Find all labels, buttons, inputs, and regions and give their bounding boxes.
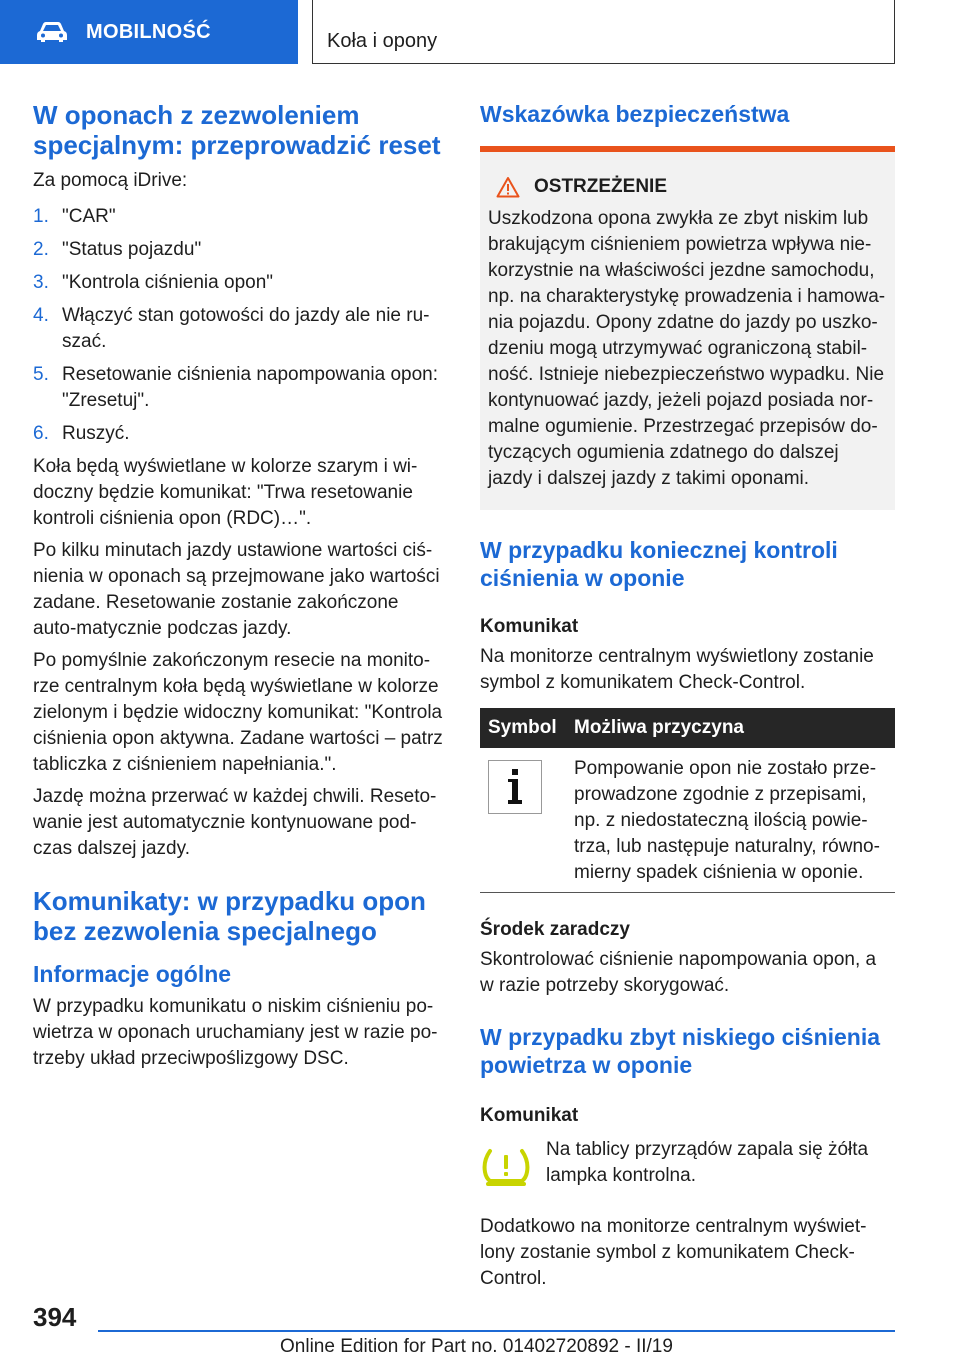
- heading-low-pressure: W przypadku zbyt niskiego ciśnienia powietrza w oponie: [480, 1024, 881, 1078]
- remedy-text: Skontrolować ciśnienie napompowania opon, a w razie potrzeby skorygować.: [480, 949, 877, 996]
- table-cell-cause: Pompowanie opon nie zostało prze-prowadzone zgodnie z przepisami, np. z niedostateczną ilością powie-trza, lub następuje naturalny, równo-mierny spadek ciśnienia w oponie.: [574, 758, 880, 883]
- table-header: [480, 708, 895, 748]
- page-number: 394: [33, 1302, 77, 1332]
- column-header-symbol: Symbol: [488, 717, 557, 738]
- list-item: 3. "Kontrola ciśnienia opon": [33, 272, 274, 293]
- right-column: [480, 100, 895, 1292]
- message-text: Na monitorze centralnym wyświetlony zostanie symbol z komunikatem Check-Control.: [480, 646, 874, 693]
- list-item: 1. "CAR": [33, 206, 116, 227]
- warning-box: [480, 146, 895, 510]
- paragraph: Po pomyślnie zakończonym resecie na monito-rze centralnym koła będą wyświetlane w kolorze zielonym i będzie widoczny komunikat: "Kontrola ciśnienia opon aktywna. Zadane wartości – patrz tabliczka z ciśnieniem napełniania.".: [33, 650, 443, 775]
- left-column: [33, 100, 443, 1072]
- heading-messages: Komunikaty: w przypadku opon bez zezwolenia specjalnego: [33, 886, 426, 946]
- remedy-label: Środek zaradczy: [480, 919, 630, 940]
- heading-safety: Wskazówka bezpieczeństwa: [480, 101, 790, 127]
- lamp-row: [480, 1137, 895, 1192]
- info-icon: [488, 760, 542, 814]
- section-title: MOBILNOŚĆ: [86, 20, 211, 43]
- list-item: 4. Włączyć stan gotowości do jazdy ale nie ru-szać.: [33, 305, 430, 352]
- lamp-text: Na tablicy przyrządów zapala się żółta lampka kontrolna.: [546, 1139, 869, 1186]
- heading-check: W przypadku koniecznej kontroli ciśnienia w oponie: [480, 537, 838, 591]
- symbol-table: [480, 708, 895, 893]
- steps-list: [33, 204, 443, 447]
- column-header-cause: Możliwa przyczyna: [574, 717, 744, 738]
- intro-text: Za pomocą iDrive:: [33, 170, 188, 191]
- chapter-header: [312, 0, 895, 64]
- car-icon: [36, 21, 68, 43]
- warning-text: Uszkodzona opona zwykła ze zbyt niskim lub brakującym ciśnieniem powietrza wpływa nie-korzystnie na właściwości jezdne samochodu, np. na charakterystykę prowadzenia i hamowa-nia pojazdu. Opony zdatne do jazdy po uszko-dzeniu mogą utrzymywać ograniczoną stabil-ność. Istnieje niebezpieczeństwo wypadku. Nie kontynuować jazdy, jeżeli pojazd posiada nor-malne ogumienie. Przestrzegać przepisów do-tyczących ogumienia zdatnego do dalszej jazdy i dalszej jazdy z takimi oponami.: [488, 208, 886, 489]
- list-item: 5. Resetowanie ciśnienia napompowania opon: "Zresetuj".: [33, 364, 439, 411]
- footer-edition: Online Edition for Part no. 01402720892 - II/19: [280, 1336, 673, 1357]
- warning-title: OSTRZEŻENIE: [488, 174, 887, 200]
- extra-text: Dodatkowo na monitorze centralnym wyświet-lony zostanie symbol z komunikatem Check-Control.: [480, 1216, 867, 1289]
- list-item: 6. Ruszyć.: [33, 423, 130, 444]
- paragraph: Po kilku minutach jazdy ustawione wartości ciś-nienia w oponach są przejmowane jako wartości zadane. Resetowanie zostanie zakończone auto-matycznie podczas jazdy.: [33, 540, 440, 639]
- section-tab[interactable]: [0, 0, 298, 64]
- chapter-title: Koła i opony: [327, 30, 438, 52]
- message-label-2: Komunikat: [480, 1105, 579, 1126]
- heading-reset: W oponach z zezwoleniem specjalnym: przeprowadzić reset: [33, 100, 441, 160]
- warning-triangle-icon: [496, 176, 520, 198]
- tire-pressure-warning-icon: [480, 1147, 532, 1187]
- heading-general: Informacje ogólne: [33, 961, 232, 987]
- paragraph: W przypadku komunikatu o niskim ciśnieniu po-wietrza w oponach uruchamiany jest w razie po-trzeby układ przeciwpoślizgowy DSC.: [33, 996, 438, 1069]
- message-label: Komunikat: [480, 616, 579, 637]
- table-row: [480, 748, 895, 893]
- paragraph: Jazdę można przerwać w każdej chwili. Reseto-wanie jest automatycznie kontynuowane pod-czas dalszej jazdy.: [33, 786, 437, 859]
- footer-divider: [98, 1330, 895, 1332]
- list-item: 2. "Status pojazdu": [33, 239, 202, 260]
- paragraph: Koła będą wyświetlane w kolorze szarym i wi-doczny będzie komunikat: "Trwa resetowanie kontroli ciśnienia opon (RDC)…".: [33, 456, 418, 529]
